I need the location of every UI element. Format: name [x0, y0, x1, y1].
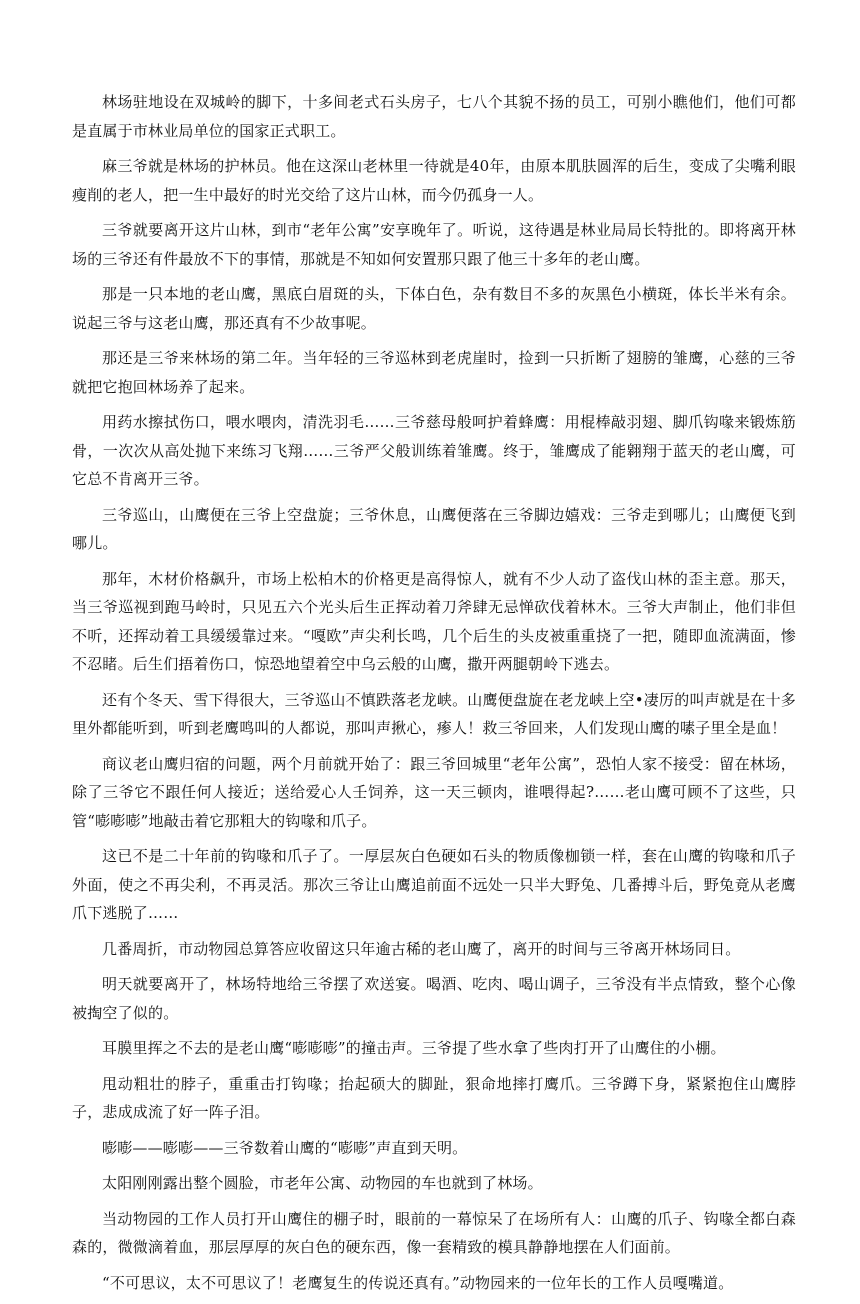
paragraph: 嘭嘭——嘭嘭——三爷数着山鹰的“嘭嘭”声直到天明。 — [102, 1138, 468, 1157]
paragraph: 商议老山鹰归宿的问题，两个月前就开始了：跟三爷回城里“老年公寓”，恐怕人家不接受：留在林场，除了三爷它不跟任何人接近；送给爱心人壬饲养，这一天三顿肉，谁喂得起?……老山鹰可顾不了这些，只管“嘭嘭嘭”地敲击着它那粗大的钩喙和爪子。 — [72, 754, 796, 830]
paragraph: 三爷就要离开这片山林，到市“老年公寓”安享晚年了。听说，这待遇是林业局局长特批的。即将离开林场的三爷还有件最放不下的事情，那就是不知如何安置那只跟了他三十多年的老山鹰。 — [72, 221, 796, 268]
paragraph: 还有个冬天、雪下得很大，三爷巡山不慎跌落老龙峡。山鹰便盘旋在老龙峡上空•凄厉的叫声就是在十多里外都能听到，听到老鹰鸣叫的人都说，那叫声揪心，瘆人！救三爷回来，人们发现山鹰的嗉子里全是血！ — [72, 690, 796, 737]
paragraph: 那是一只本地的老山鹰，黑底白眉斑的头，下体白色，杂有数目不多的灰黑色小横斑，体长半米有余。说起三爷与这老山鹰，那还真有不少故事呢。 — [72, 285, 796, 332]
paragraph: “不可思议，太不可思议了！老鹰复生的传说还真有。”动物园来的一位年长的工作人员嘎嘴道。 — [102, 1273, 734, 1292]
document-body — [72, 88, 796, 1304]
paragraph: 明天就要离开了，林场特地给三爷摆了欢送宴。喝酒、吃肉、喝山调子，三爷没有半点情致，整个心像被掏空了似的。 — [72, 975, 796, 1022]
paragraph: 三爷巡山，山鹰便在三爷上空盘旋；三爷休息，山鹰便落在三爷脚边嬉戏：三爷走到哪儿；山鹰便飞到哪儿。 — [72, 505, 796, 552]
paragraph: 甩动粗壮的脖子，重重击打钩喙；抬起硕大的脚趾，狠命地摔打鹰爪。三爷蹲下身，紧紧抱住山鹰脖子，悲成成流了好一阵子泪。 — [72, 1074, 796, 1121]
paragraph: 用药水擦拭伤口，喂水喂肉，清洗羽毛……三爷慈母般呵护着蜂鹰：用棍棒敲羽翅、脚爪钩喙来锻炼筋骨，一次次从高处抛下来练习飞翔……三爷严父般训练着雏鹰。终于，雏鹰成了能翱翔于蓝天的老山鹰，可它总不肯离开三爷。 — [72, 413, 796, 488]
paragraph: 太阳刚刚露出整个圆脸，市老年公寓、动物园的车也就到了林场。 — [102, 1174, 543, 1192]
paragraph: 那年，木材价格飙升，市场上松柏木的价格更是高得惊人，就有不少人动了盗伐山林的歪主意。那天，当三爷巡视到跑马岭时，只见五六个光头后生正挥动着刀斧肆无忌惮砍伐着林木。三爷大声制止，他们非但不听，还挥动着工具缓缓靠过来。“嘎欧”声尖利长鸣，几个后生的头皮被重重挠了一把，随即血流满面，惨不忍睹。后生们捂着伤口，惊恐地望着空中乌云般的山鹰，撒开两腿朝岭下逃去。 — [72, 569, 796, 673]
paragraph: 这已不是二十年前的钩喙和爪子了。一厚层灰白色硬如石头的物质像枷锁一样，套在山鹰的钩喙和爪子外面，使之不再尖利，不再灵活。那次三爷让山鹰追前面不远处一只半大野兔、几番搏斗后，野兔竟从老鹰爪下逃脱了…… — [72, 847, 796, 922]
paragraph: 林场驻地设在双城岭的脚下，十多间老式石头房子，七八个其貌不扬的员工，可别小瞧他们，他们可都是直属于市林业局单位的国家正式职工。 — [72, 93, 796, 140]
paragraph: 当动物园的工作人员打开山鹰住的棚子时，眼前的一幕惊呆了在场所有人：山鹰的爪子、钩喙全都白森森的，微微滴着血，那层厚厚的灰白色的硬东西，像一套精致的模具静静地摆在人们面前。 — [72, 1209, 796, 1256]
paragraph: 那还是三爷来林场的第二年。当年轻的三爷巡林到老虎崖时，捡到一只折断了翅膀的雏鹰，心慈的三爷就把它抱回林场养了起来。 — [72, 349, 796, 396]
paragraph: 几番周折，市动物园总算答应收留这只年逾古稀的老山鹰了，离开的时间与三爷离开林场同日。 — [102, 939, 741, 958]
paragraph: 麻三爷就是林场的护林员。他在这深山老林里一待就是40年，由原本肌肤圆浑的后生，变成了尖嘴利眼瘦削的老人，把一生中最好的时光交给了这片山林，而今仍孤身一人。 — [72, 157, 796, 204]
paragraph: 耳膜里挥之不去的是老山鹰“嘭嘭嘭”的撞击声。三爷提了些水拿了些肉打开了山鹰住的小棚。 — [102, 1039, 726, 1057]
